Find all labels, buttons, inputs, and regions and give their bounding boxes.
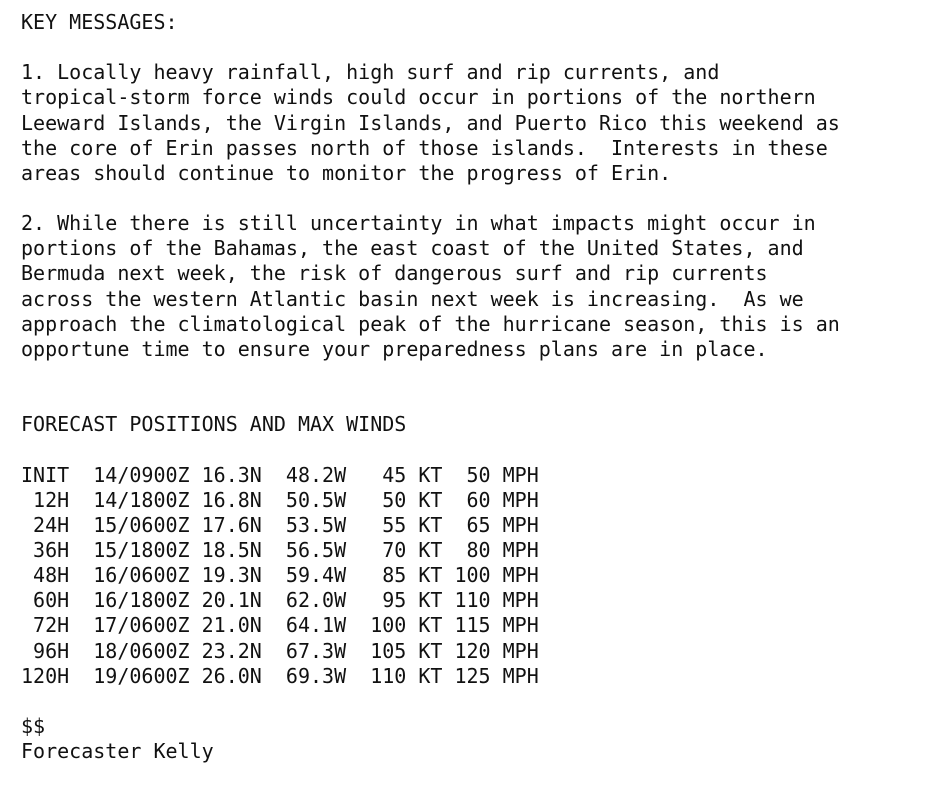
key-message-1-line: areas should continue to monitor the progress of Erin. — [21, 160, 672, 185]
forecast-table — [21, 463, 941, 689]
forecast-row: 12H 14/1800Z 16.8N 50.5W 50 KT 60 MPH — [21, 487, 539, 512]
forecast-row: 120H 19/0600Z 26.0N 69.3W 110 KT 125 MPH — [21, 663, 539, 688]
spacer — [21, 362, 941, 387]
forecast-row: 60H 16/1800Z 20.1N 62.0W 95 KT 110 MPH — [21, 588, 539, 613]
key-message-2-line: portions of the Bahamas, the east coast of the United States, and — [21, 236, 804, 261]
spacer — [21, 35, 941, 60]
key-message-2-line: opportune time to ensure your preparedness plans are in place. — [21, 336, 768, 361]
spacer — [21, 186, 941, 211]
key-message-1-line: tropical-storm force winds could occur in portions of the northern — [21, 85, 816, 110]
forecast-row: INIT 14/0900Z 16.3N 48.2W 45 KT 50 MPH — [21, 462, 539, 487]
forecast-row: 48H 16/0600Z 19.3N 59.4W 85 KT 100 MPH — [21, 563, 539, 588]
forecast-heading: FORECAST POSITIONS AND MAX WINDS — [21, 412, 407, 437]
forecaster-signature: Forecaster Kelly — [21, 739, 214, 764]
key-message-2-line: approach the climatological peak of the hurricane season, this is an — [21, 311, 840, 336]
advisory-document — [21, 10, 941, 764]
key-message-2-line: 2. While there is still uncertainty in what impacts might occur in — [21, 211, 816, 236]
key-message-1-line: 1. Locally heavy rainfall, high surf and rip currents, and — [21, 60, 720, 85]
spacer — [21, 437, 941, 462]
key-message-2 — [21, 211, 941, 362]
forecast-row: 24H 15/0600Z 17.6N 53.5W 55 KT 65 MPH — [21, 512, 539, 537]
terminator: $$ — [21, 713, 46, 738]
key-message-2-line: Bermuda next week, the risk of dangerous surf and rip currents — [21, 261, 768, 286]
forecast-row: 72H 17/0600Z 21.0N 64.1W 100 KT 115 MPH — [21, 613, 539, 638]
forecast-row: 36H 15/1800Z 18.5N 56.5W 70 KT 80 MPH — [21, 537, 539, 562]
key-message-1-line: the core of Erin passes north of those islands. Interests in these — [21, 135, 828, 160]
spacer — [21, 689, 941, 714]
spacer — [21, 387, 941, 412]
key-message-1-line: Leeward Islands, the Virgin Islands, and Puerto Rico this weekend as — [21, 110, 840, 135]
key-message-2-line: across the western Atlantic basin next week is increasing. As we — [21, 286, 804, 311]
forecast-row: 96H 18/0600Z 23.2N 67.3W 105 KT 120 MPH — [21, 638, 539, 663]
key-message-1 — [21, 60, 941, 186]
key-messages-heading: KEY MESSAGES: — [21, 10, 178, 34]
